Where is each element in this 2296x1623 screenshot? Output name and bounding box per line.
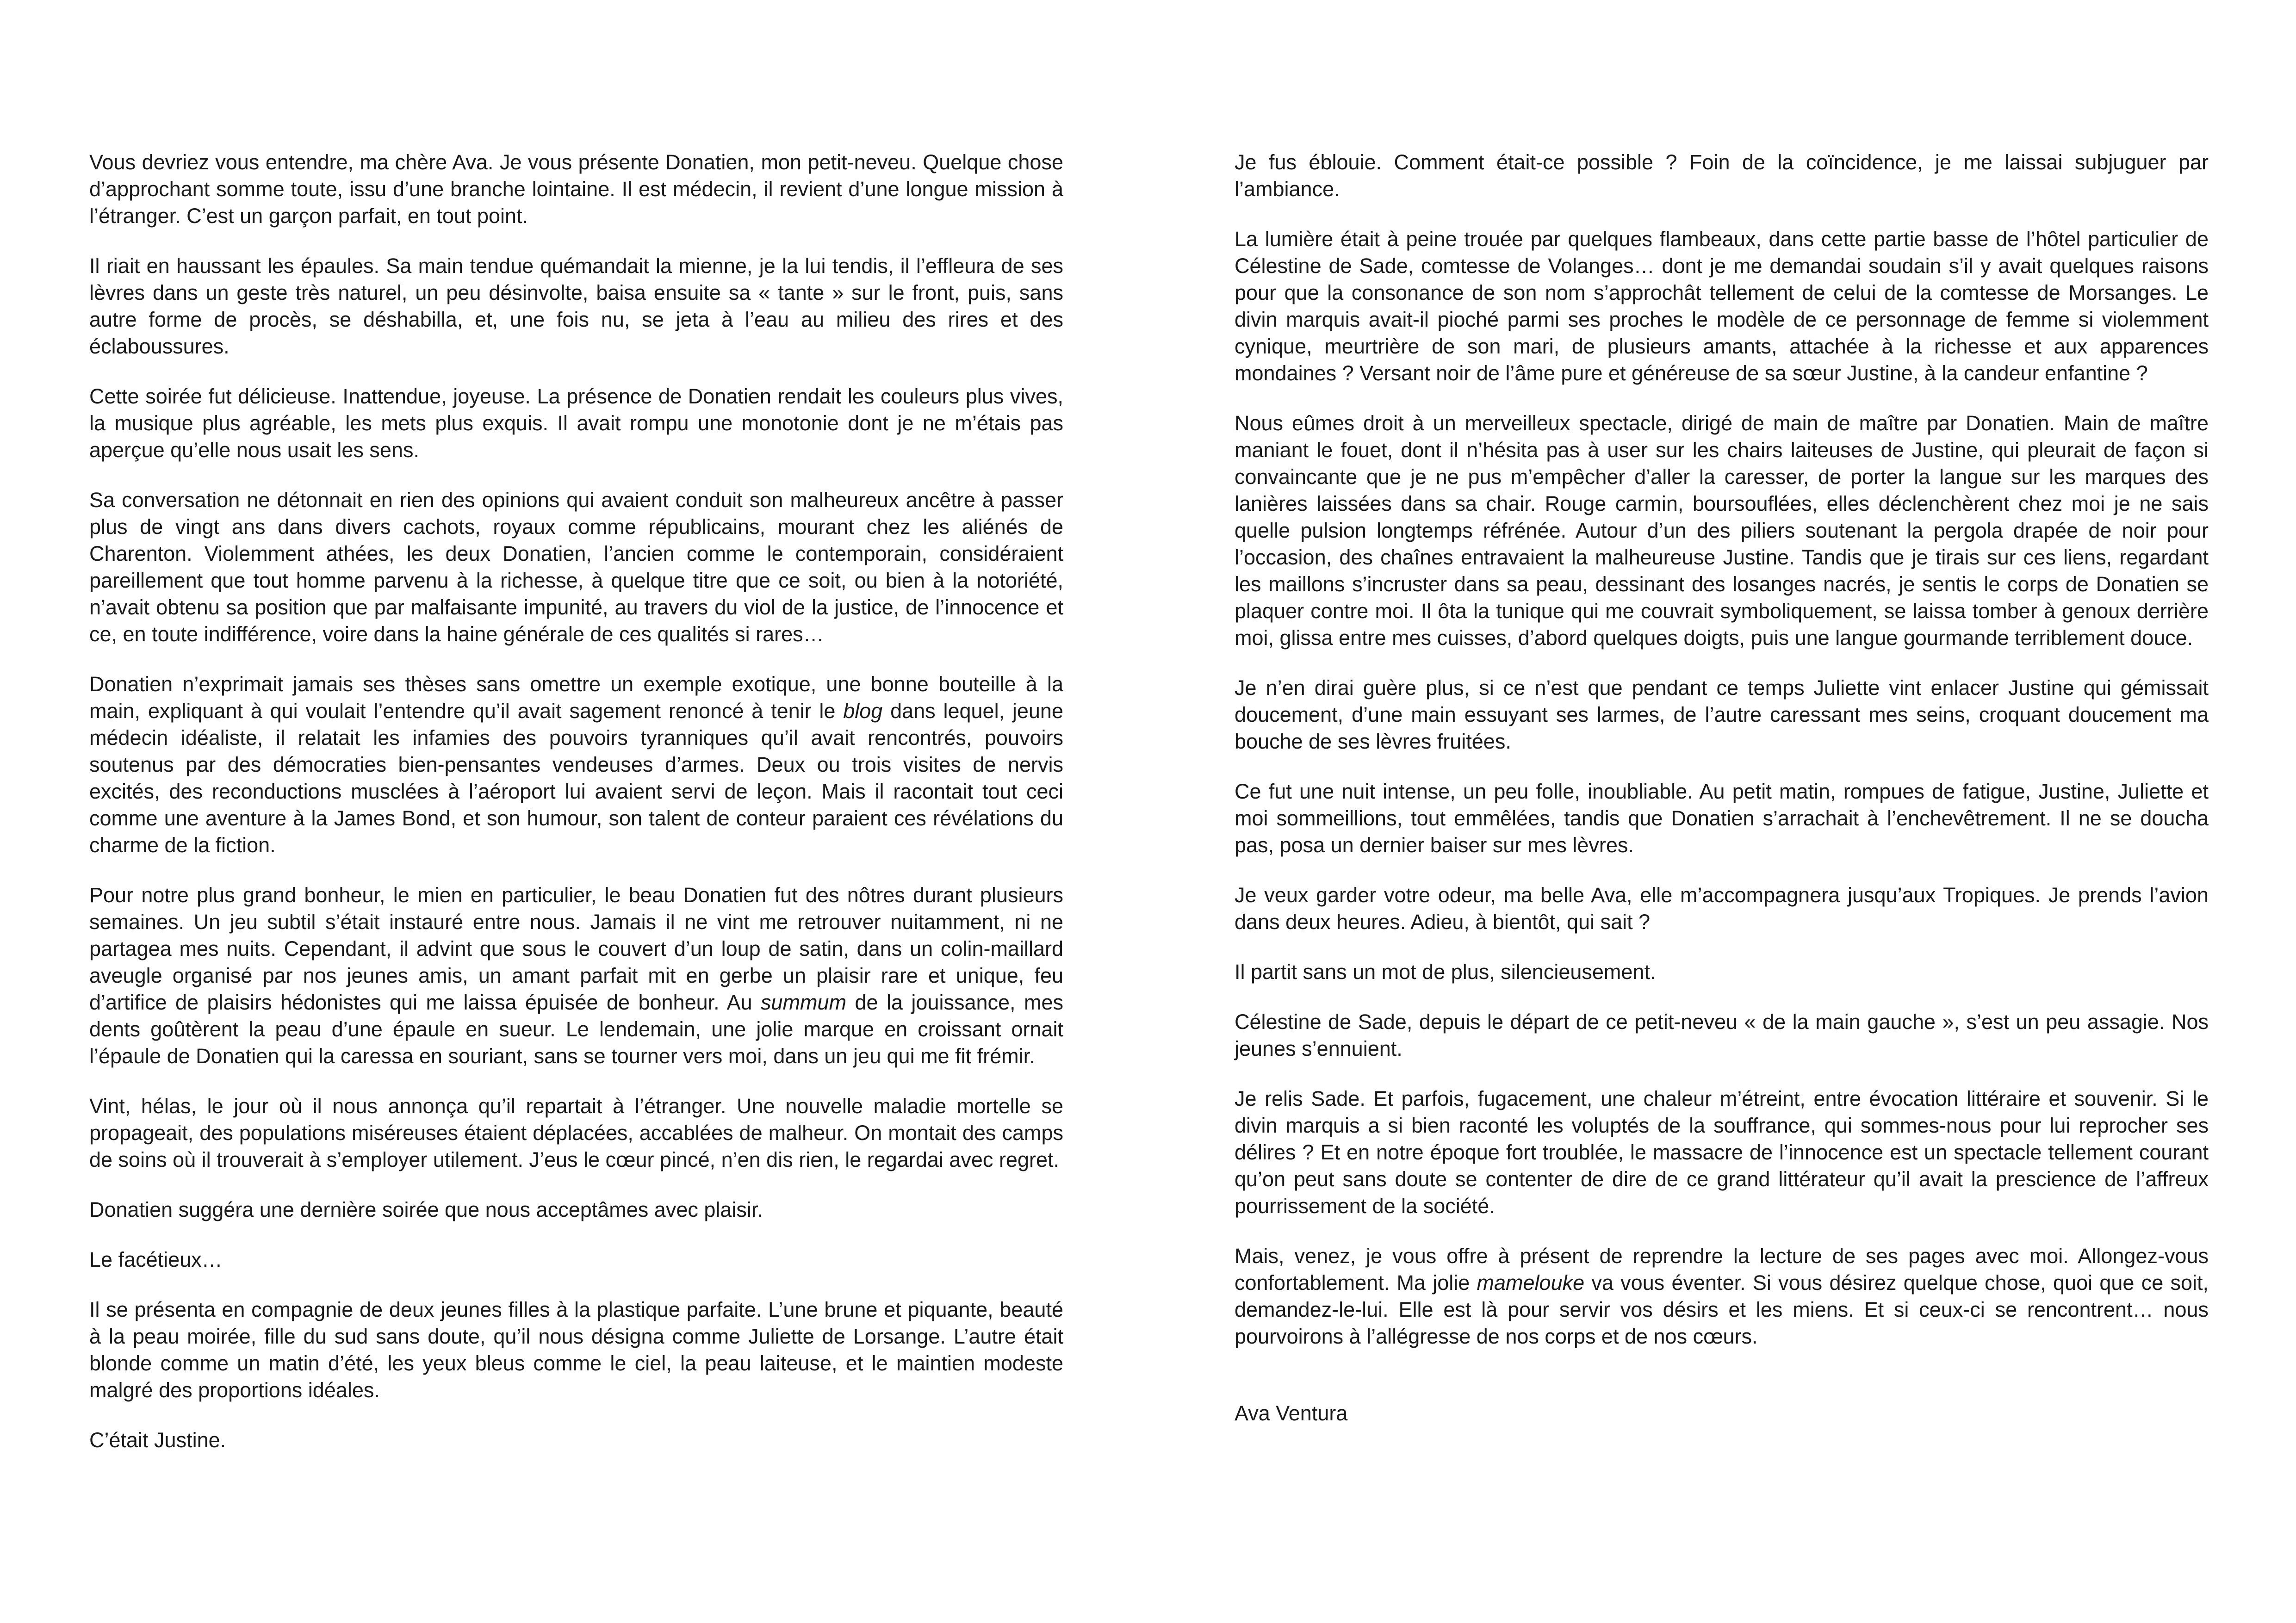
paragraph-text: Célestine de Sade, depuis le départ de ce petit-neveu « de la main gauche », s’est un peu assagie. Nos jeunes s’ennuient. [1235,1010,2209,1060]
paragraph-text: Nous eûmes droit à un merveilleux spectacle, dirigé de main de maître par Donatien. Main de maître maniant le fouet, dont il n’hésita pas à user sur les chairs laiteuses de Justine, qui pleurait de façon si convaincante que je ne pus m’empêcher d’aller la caresser, de porter la langue sur les marques des lanières laissées dans sa chair. Rouge carmin, boursouflées, elles déclenchèrent chez moi je ne sais quelle pulsion longtemps réfrénée. Autour d’un des piliers soutenant la pergola drapée de noir pour l’occasion, des chaînes entravaient la malheureuse Justine. Tandis que je tirais sur ces liens, regardant les maillons s’incruster dans sa peau, dessinant des losanges nacrés, je sentis le corps de Donatien se plaquer contre moi. Il ôta la tunique qui me couvrait symboliquement, se laissa tomber à genoux derrière moi, glissa entre mes cuisses, d’abord quelques doigts, puis une langue gourmande terriblement douce. [1235,411,2209,650]
italic-word: blog [843,699,883,723]
paragraph [1235,1243,2209,1350]
paragraph-text: dans lequel, jeune médecin idéaliste, il relatait les infamies des pouvoirs tyranniques qu’il avait rencontrés, pouvoirs soutenus par des démocraties bien-pensantes vendeuses d’armes. Deux ou trois visites de nervis excités, des reconductions musclées à l’aéroport lui avaient servi de leçon. Mais il racontait tout ceci comme une aventure à la James Bond, et son humour, son talent de conteur paraient ces révélations du charme de la fiction. [89,699,1063,857]
paragraph-text: Cette soirée fut délicieuse. Inattendue, joyeuse. La présence de Donatien rendait les couleurs plus vives, la musique plus agréable, les mets plus exquis. Il avait rompu une monotonie dont je ne m’étais pas aperçue qu’elle nous usait les sens. [89,384,1063,462]
paragraph [89,1427,1063,1454]
paragraph [89,1296,1063,1404]
paragraph-text: Donatien n’exprimait jamais ses thèses sans omettre un exemple exotique, une bonne bouteille à la main, expliquant à qui voulait l’entendre qu’il avait sagement renoncé à tenir le [89,672,1063,723]
paragraph-text: Pour notre plus grand bonheur, le mien en particulier, le beau Donatien fut des nôtres durant plusieurs semaines. Un jeu subtil s’était instauré entre nous. Jamais il ne vint me retrouver nuitamment, ni ne partagea mes nuits. Cependant, il advint que sous le couvert d’un loup de satin, dans un colin-maillard aveugle organisé par nos jeunes amis, un amant parfait mit en gerbe un plaisir rare et unique, feu d’artifice de plaisirs hédonistes qui me laissa épuisée de bonheur. Au [89,883,1063,1014]
paragraph [1235,1009,2209,1062]
left-text-column [89,149,1063,1477]
paragraph-text: Ce fut une nuit intense, un peu folle, inoubliable. Au petit matin, rompues de fatigue, Justine, Juliette et moi sommeillions, tout emmêlées, tandis que Donatien s’arrachait à l’enchevêtrement. Il ne se doucha pas, posa un dernier baiser sur mes lèvres. [1235,780,2209,857]
paragraph [1235,1085,2209,1220]
paragraph-text: va vous éventer. Si vous désirez quelque chose, quoi que ce soit, demandez-le-lui. Elle est là pour servir vos désirs et les miens. Et si ceux-ci se rencontrent… nous pourvoirons à l’allégresse de nos corps et de nos cœurs. [1235,1271,2209,1348]
paragraph-text: Je veux garder votre odeur, ma belle Ava, elle m’accompagnera jusqu’aux Tropiques. Je prends l’avion dans deux heures. Adieu, à bientôt, qui sait ? [1235,883,2209,934]
paragraph [89,671,1063,859]
paragraph [89,383,1063,464]
paragraph-text: Mais, venez, je vous offre à présent de reprendre la lecture de ses pages avec moi. Allongez-vous confortablement. Ma jolie [1235,1244,2209,1295]
paragraph-text: La lumière était à peine trouée par quelques flambeaux, dans cette partie basse de l’hôtel particulier de Célestine de Sade, comtesse de Volanges… dont je me demandai soudain s’il y avait quelques raisons pour que la consonance de son nom s’approchât tellement de celui de la comtesse de Morsanges. Le divin marquis avait-il pioché parmi ses proches le modèle de ce personnage de femme si violemment cynique, meurtrière de son mari, de plusieurs amants, attachée à la richesse et aux apparences mondaines ? Versant noir de l’âme pure et généreuse de sa sœur Justine, à la candeur enfantine ? [1235,227,2209,385]
paragraph [89,1196,1063,1223]
paragraph-text: de la jouissance, mes dents goûtèrent la peau d’une épaule en sueur. Le lendemain, une jolie marque en croissant ornait l’épaule de Donatien qui la caressa en souriant, sans se tourner vers moi, dans un jeu qui me fit frémir. [89,991,1063,1068]
paragraph [1235,226,2209,387]
paragraph [1235,882,2209,935]
paragraph-text: Je relis Sade. Et parfois, fugacement, une chaleur m’étreint, entre évocation littéraire et souvenir. Si le divin marquis a si bien raconté les voluptés de la souffrance, qui sommes-nous pour lui reprocher ses délires ? Et en notre époque fort troublée, le massacre de l’innocence est un spectacle tellement courant qu’on peut sans doute se contenter de dire de ce grand littérateur qu’il avait la prescience de l’affreux pourrissement de la société. [1235,1087,2209,1218]
paragraph [89,1246,1063,1273]
paragraph-text: Je n’en dirai guère plus, si ce n’est que pendant ce temps Juliette vint enlacer Justine qui gémissait doucement, d’une main essuyant ses larmes, de l’autre caressant mes seins, croquant doucement ma bouche de ses lèvres fruitées. [1235,676,2209,753]
italic-word: mamelouke [1477,1271,1585,1295]
paragraph [89,253,1063,360]
italic-word: summum [761,991,847,1014]
paragraph-text: Le facétieux… [89,1248,223,1271]
paragraph-text: Il partit sans un mot de plus, silencieusement. [1235,960,1656,984]
paragraph-text: Vous devriez vous entendre, ma chère Ava. Je vous présente Donatien, mon petit-neveu. Quelque chose d’approchant somme toute, issu d’une branche lointaine. Il est médecin, il revient d’une longue mission à l’étranger. C’est un garçon parfait, en tout point. [89,150,1063,228]
paragraph [1235,675,2209,755]
paragraph [89,882,1063,1070]
right-page [1148,0,2296,1623]
paragraph-text: Je fus éblouie. Comment était-ce possible ? Foin de la coïncidence, je me laissai subjuguer par l’ambiance. [1235,150,2209,201]
paragraph [89,1093,1063,1173]
paragraph [1235,959,2209,985]
paragraph-text: Sa conversation ne détonnait en rien des opinions qui avaient conduit son malheureux ancêtre à passer plus de vingt ans dans divers cachots, royaux comme républicains, mourant chez les aliénés de Charenton. Violemment athées, les deux Donatien, l’ancien comme le contemporain, considéraient pareillement que tout homme parvenu à la richesse, à quelque titre que ce soit, ou bien à la notoriété, n’avait obtenu sa position que par malfaisante impunité, au travers du viol de la justice, de l’innocence et ce, en toute indifférence, voire dans la haine générale de ces qualités si rares… [89,488,1063,646]
paragraph [1235,778,2209,859]
paragraph [89,149,1063,229]
paragraph-text: C’était Justine. [89,1428,226,1452]
right-text-column [1235,149,2209,1450]
signature: Ava Ventura [1235,1401,1348,1425]
paragraph [89,487,1063,648]
paragraph-text: Vint, hélas, le jour où il nous annonça qu’il repartait à l’étranger. Une nouvelle maladie mortelle se propageait, des populations miséreuses étaient déplacées, accablées de malheur. On montait des camps de soins où il trouverait à s’employer utilement. J’eus le cœur pincé, n’en dis rien, le regardai avec regret. [89,1094,1063,1171]
paragraph [1235,149,2209,203]
paragraph [1235,410,2209,651]
paragraph-text: Il se présenta en compagnie de deux jeunes filles à la plastique parfaite. L’une brune et piquante, beauté à la peau moirée, fille du sud sans doute, qu’il nous désigna comme Juliette de Lorsange. L’autre était blonde comme un matin d’été, les yeux bleus comme le ciel, la peau laiteuse, et le maintien modeste malgré des proportions idéales. [89,1298,1063,1402]
paragraph-text: Donatien suggéra une dernière soirée que nous acceptâmes avec plaisir. [89,1198,763,1221]
paragraph-text: Il riait en haussant les épaules. Sa main tendue quémandait la mienne, je la lui tendis, il l’effleura de ses lèvres dans un geste très naturel, un peu désinvolte, baisa ensuite sa « tante » sur le front, puis, sans autre forme de procès, se déshabilla, et, une fois nu, se jeta à l’eau au milieu des rires et des éclaboussures. [89,254,1063,358]
